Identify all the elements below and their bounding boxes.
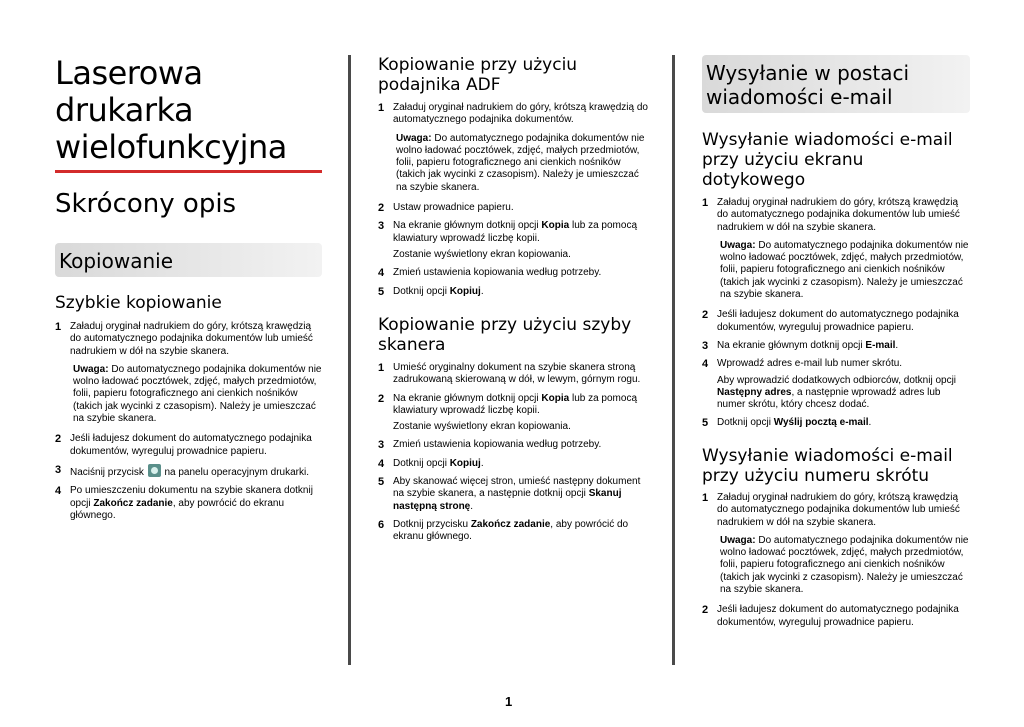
note (396, 133, 648, 194)
step-text: Załaduj oryginał nadrukiem do góry, krótszą krawędzią do automatycznego podajnika dokumentów lub umieść nadrukiem w dół na szybie skanera. (70, 321, 313, 357)
step-item (702, 492, 970, 529)
step-item (55, 433, 322, 458)
step-text: lub za pomocą klawiatury wprowadź liczbę kopii. (393, 220, 638, 244)
step-text: Po umieszczeniu dokumentu na szybie skanera dotknij opcji (70, 485, 313, 509)
heading-touch-email: Wysyłanie wiadomości e-mail przy użyciu ekranu dotykowego (702, 130, 953, 190)
step-continuation: Zostanie wyświetlony ekran kopiowania. (393, 248, 571, 260)
step-text: . (868, 417, 872, 429)
step-number: 1 (378, 362, 385, 374)
step-item (378, 458, 648, 470)
step-number: 3 (378, 220, 385, 233)
step-text: Aby skanować więcej stron, umieść następny dokument na szybie skanera, a następnie dotknij opcji (393, 476, 641, 500)
step-number: 4 (702, 358, 709, 371)
step-item (378, 393, 648, 434)
step-item (55, 464, 322, 479)
step-text: , aby powrócić do ekranu głównego. (70, 497, 284, 521)
step-number: 2 (378, 202, 385, 215)
step-number: 4 (378, 267, 385, 280)
step-text: Dotknij opcji (393, 285, 450, 297)
step-text: , aby powrócić do ekranu głównego. (393, 518, 629, 543)
step-item (702, 197, 970, 234)
heading-adf-copy: Kopiowanie przy użyciu podajnika ADF (378, 55, 578, 95)
step-text: lub za pomocą klawiatury wprowadź liczbę kopii. (393, 392, 638, 416)
step-item (702, 417, 970, 429)
section-bar-email: Wysyłanie w postaci wiadomości e-mail (702, 55, 970, 113)
step-bold: Następny adres (717, 386, 792, 398)
note-label: Uwaga: (720, 239, 756, 251)
step-text: , a następnie wprowadź adres lub numer skrótu, który chcesz dodać. (717, 386, 941, 411)
step-item (702, 358, 970, 411)
heading-quick-copy: Szybkie kopiowanie (55, 293, 222, 313)
step-text: Zmień ustawienia kopiowania według potrzeby. (393, 439, 602, 451)
step-text: Załaduj oryginał nadrukiem do góry, krótszą krawędzią do automatycznego podajnika dokumentów lub umieść nadrukiem w dół na szybie skanera. (717, 197, 960, 233)
step-number: 2 (702, 604, 709, 617)
section-bar-copying: Kopiowanie (55, 243, 322, 277)
step-item (378, 202, 648, 214)
step-text: Dotknij przycisku (393, 518, 471, 530)
step-item (378, 476, 648, 513)
step-text: Załaduj oryginał nadrukiem do góry, krótszą krawędzią do automatycznego podajnika dokumentów lub umieść nadrukiem w dół na szybie skanera. (717, 492, 960, 528)
step-bold: E-mail (865, 339, 896, 351)
step-item (55, 485, 322, 522)
step-bold: Kopia (541, 220, 570, 232)
step-number: 2 (702, 309, 709, 322)
note-label: Uwaga: (396, 132, 432, 144)
column-divider (348, 55, 351, 665)
step-number: 3 (378, 439, 385, 452)
page-number: 1 (505, 694, 513, 709)
glass-copy-steps (378, 362, 648, 550)
note-text: Do automatycznego podajnika dokumentów nie wolno ładować pocztówek, zdjęć, małych przedmiotów, folii, papieru fotograficznego ani cienkich nośników (takich jak wycinki z czasopism). Należy je umieszczać na szybie skanera. (73, 363, 322, 425)
step-text: Jeśli ładujesz dokument do automatycznego podajnika dokumentów, wyreguluj prowadnice papieru. (717, 604, 959, 628)
touch-email-steps (702, 197, 970, 436)
step-item (378, 267, 648, 279)
step-number: 3 (702, 339, 709, 352)
step-bold: Kopiuj (449, 285, 481, 297)
start-button-icon (148, 464, 161, 477)
shortcut-email-steps (702, 492, 970, 635)
step-text: Dotknij opcji (717, 417, 774, 429)
step-item (702, 604, 970, 629)
step-text: Wprowadź adres e-mail lub numer skrótu. (717, 358, 903, 370)
step-text: Jeśli ładujesz dokument do automatycznego podajnika dokumentów, wyreguluj prowadnice papieru. (717, 309, 959, 333)
step-bold: Wyślij pocztą e-mail (773, 417, 869, 429)
heading-glass-copy: Kopiowanie przy użyciu szyby skanera (378, 315, 632, 355)
step-continuation (717, 375, 970, 412)
step-number: 5 (702, 417, 709, 430)
step-number: 1 (378, 102, 385, 114)
step-text: . (895, 339, 899, 351)
step-text: Na ekranie głównym dotknij opcji (717, 339, 866, 351)
step-bold: Zakończ zadanie (93, 497, 173, 509)
step-text: . (470, 500, 474, 512)
step-text: Załaduj oryginał nadrukiem do góry, krótszą krawędzią do automatycznego podajnika dokumentów. (393, 102, 648, 126)
step-bold: Kopiuj (449, 457, 481, 469)
step-item (378, 439, 648, 451)
step-number: 3 (55, 463, 62, 476)
step-text: . (480, 457, 484, 469)
step-number: 1 (55, 321, 62, 333)
step-text: Ustaw prowadnice papieru. (393, 202, 514, 214)
step-item (378, 220, 648, 261)
note (720, 240, 970, 301)
step-text: Dotknij opcji (393, 457, 450, 469)
step-bold: Skanuj następną stronę (393, 488, 622, 512)
step-text: Zmień ustawienia kopiowania według potrzeby. (393, 267, 602, 279)
step-bold: Zakończ zadanie (470, 518, 551, 530)
step-item (55, 321, 322, 358)
step-item (702, 340, 970, 352)
step-text: Jeśli ładujesz dokument do automatycznego podajnika dokumentów, wyreguluj prowadnice papieru. (70, 433, 312, 457)
note-text: Do automatycznego podajnika dokumentów nie wolno ładować pocztówek, zdjęć, małych przedmiotów, folii, papieru fotograficznego ani cienkich nośników (takich jak wycinki z czasopism). Należy je umieszczać na szybie skanera. (396, 132, 645, 193)
heading-shortcut-email: Wysyłanie wiadomości e-mail przy użyciu numeru skrótu (702, 446, 953, 486)
step-number: 5 (378, 285, 385, 298)
step-number: 6 (378, 518, 385, 531)
step-number: 4 (378, 457, 385, 470)
step-number: 1 (702, 197, 709, 209)
note-text: Do automatycznego podajnika dokumentów nie wolno ładować pocztówek, zdjęć, małych przedmiotów, folii, papieru fotograficznego ani cienkich nośników (takich jak wycinki z czasopism). Należy je umieszczać na szybie skanera. (720, 239, 969, 301)
step-number: 4 (55, 485, 62, 498)
note-label: Uwaga: (73, 363, 109, 375)
step-text: . (480, 285, 484, 297)
step-item (378, 286, 648, 298)
step-item (378, 102, 648, 127)
column-divider (672, 55, 675, 665)
step-continuation: Zostanie wyświetlony ekran kopiowania. (393, 421, 571, 433)
step-number: 2 (55, 433, 62, 446)
note-label: Uwaga: (720, 534, 756, 546)
step-number: 5 (378, 476, 385, 489)
step-text: Na ekranie głównym dotknij opcji (393, 392, 542, 404)
document-subtitle: Skrócony opis (55, 189, 237, 219)
step-number: 2 (378, 392, 385, 405)
step-item (378, 519, 648, 544)
quick-copy-steps (55, 321, 322, 528)
step-bold: Kopia (541, 392, 570, 404)
step-text: Na ekranie głównym dotknij opcji (393, 220, 542, 232)
step-text: Umieść oryginalny dokument na szybie skanera stroną zadrukowaną skierowaną w dół, w lewym, górnym rogu. (393, 362, 641, 386)
step-item (702, 309, 970, 334)
document-title: Laserowa drukarka wielofunkcyjna (55, 55, 322, 173)
step-text: na panelu operacyjnym drukarki. (161, 466, 309, 478)
note-text: Do automatycznego podajnika dokumentów nie wolno ładować pocztówek, zdjęć, małych przedmiotów, folii, papieru fotograficznego ani cienkich nośników (takich jak wycinki z czasopism). Należy je umieszczać na szybie skanera. (720, 534, 969, 596)
note (720, 535, 970, 596)
step-number: 1 (702, 492, 709, 504)
adf-copy-steps (378, 102, 648, 304)
step-item (378, 362, 648, 387)
step-text: Naciśnij przycisk (70, 466, 147, 478)
note (73, 364, 322, 425)
step-text: Aby wprowadzić dodatkowych odbiorców, dotknij opcji (717, 374, 957, 386)
